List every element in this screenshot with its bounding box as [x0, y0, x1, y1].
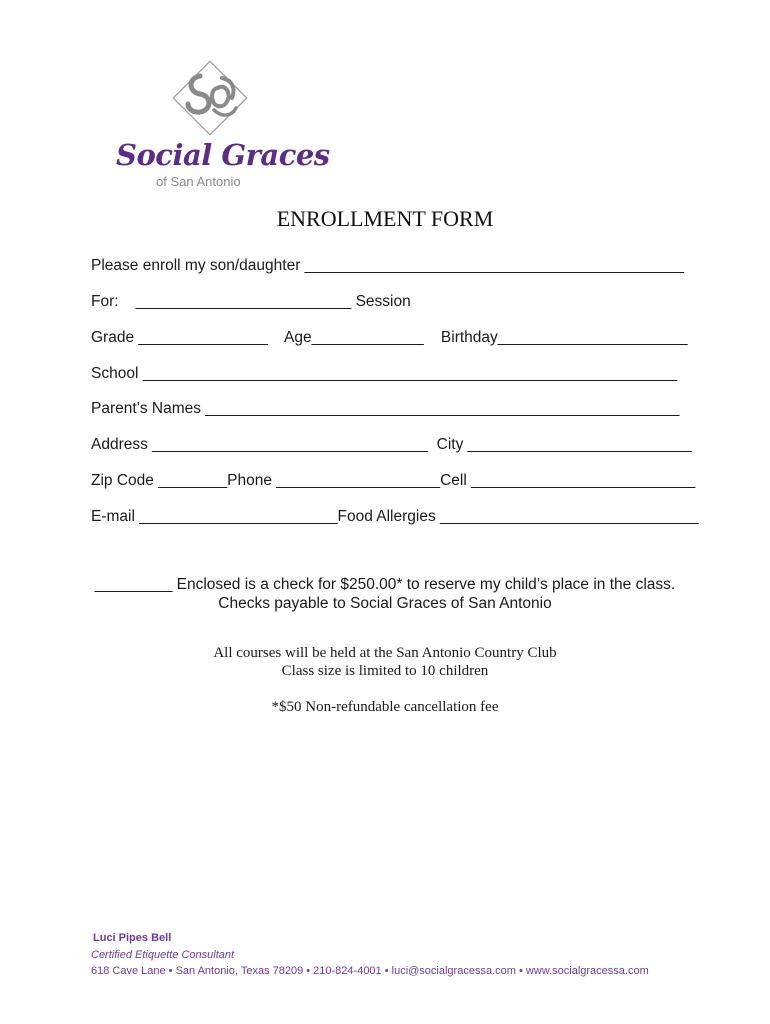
footer-contact: 618 Cave Lane • San Antonio, Texas 78209 • 210-824-4001 • luci@socialgracessa.com • www.socialgracessa.com	[91, 965, 649, 977]
email-allergies-line: E-mail _______________________Food Allergies ______________________________	[91, 508, 699, 525]
logo-subtitle: of San Antonio	[156, 174, 241, 189]
grade-age-birthday-line: Grade _______________ Age_____________ Birthday______________________	[91, 329, 688, 346]
cancellation-fee-note: *$50 Non-refundable cancellation fee	[271, 699, 499, 715]
monogram-logo-icon	[170, 58, 250, 138]
footer	[91, 932, 649, 977]
venue-note: All courses will be held at the San Antonio Country Club	[213, 645, 557, 661]
logo-brand-name: Social Graces	[116, 138, 330, 172]
check-enclosed-line: _________ Enclosed is a check for $250.00* to reserve my child’s place in the class.	[94, 576, 676, 593]
footer-role: Certified Etiquette Consultant	[91, 949, 235, 961]
enroll-line: Please enroll my son/daughter ____________________________________________	[91, 257, 684, 274]
checks-payable-line: Checks payable to Social Graces of San Antonio	[218, 595, 552, 612]
address-city-line: Address ________________________________ City __________________________	[91, 436, 692, 453]
social-graces-logo	[112, 58, 330, 190]
session-line: For: _________________________ Session	[91, 293, 411, 310]
school-line: School ______________________________________________________________	[91, 365, 678, 382]
parents-names-line: Parent’s Names _______________________________________________________	[91, 400, 680, 417]
form-title: ENROLLMENT FORM	[276, 206, 494, 231]
footer-name: Luci Pipes Bell	[93, 932, 172, 944]
zip-phone-cell-line: Zip Code ________Phone ___________________Cell __________________________	[91, 472, 696, 489]
class-size-note: Class size is limited to 10 children	[281, 663, 489, 679]
